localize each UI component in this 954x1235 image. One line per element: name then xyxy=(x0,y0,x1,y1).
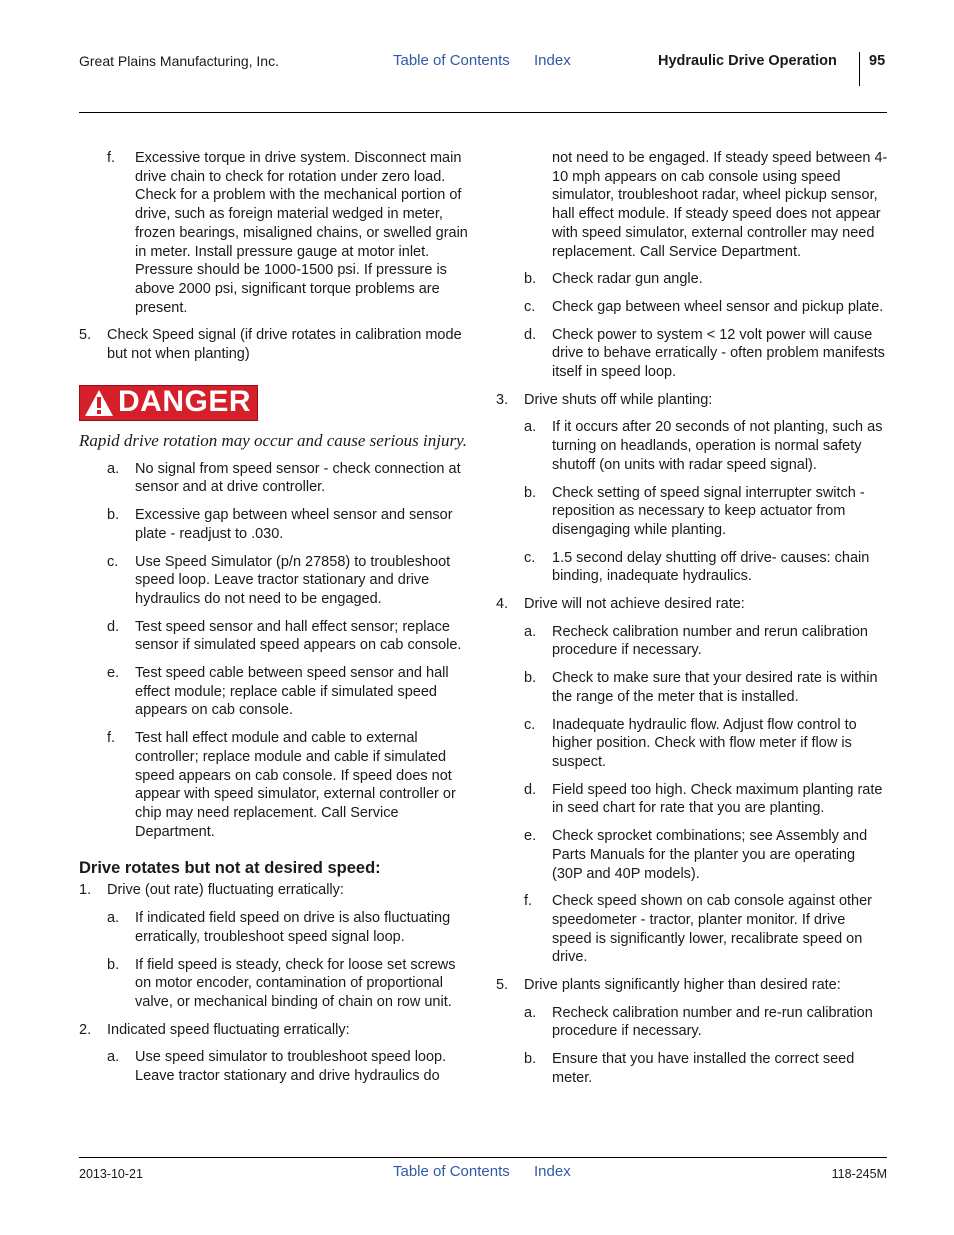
footer-rule xyxy=(79,1157,887,1158)
list-text: Test speed cable between speed sensor and hall effect module; replace cable if simulated speed appears on cab console. xyxy=(135,665,449,719)
list-text: Indicated speed fluctuating erratically: xyxy=(107,1021,350,1038)
list-text: not need to be engaged. If steady speed between 4-10 mph appears on cab console using speed simulator, troubleshoot radar, wheel pickup sensor, hall effect module. If steady speed does not appear with speed simulator, external controller may need replacement. Call Service Department. xyxy=(552,150,888,260)
list-item xyxy=(496,270,888,289)
footer-index-link[interactable]: Index xyxy=(534,1163,571,1180)
list-item xyxy=(79,956,471,1012)
list-item xyxy=(496,418,888,474)
warning-triangle-icon xyxy=(84,389,114,417)
list-marker: 4. xyxy=(496,596,509,613)
header-divider xyxy=(859,52,860,86)
header-toc-link[interactable]: Table of Contents xyxy=(393,52,510,69)
list-text: Drive (out rate) fluctuating erratically: xyxy=(107,882,344,899)
list-text: Check speed shown on cab console against other speedometer - tractor, planter monitor. If drive speed is significantly lower, recalibrate speed on drive. xyxy=(552,893,873,966)
list-item xyxy=(496,623,888,660)
list-item xyxy=(496,484,888,540)
list-marker: b. xyxy=(107,956,120,973)
list-text: Test hall effect module and cable to external controller; replace module and cable if simulated speed appears on cab console. If speed does not appear with speed simulator, external controller or chip may need replacement. Call Service Department. xyxy=(135,730,456,840)
list-text: Check gap between wheel sensor and pickup plate. xyxy=(552,298,884,315)
list-marker: 2. xyxy=(79,1021,92,1038)
list-item xyxy=(496,391,888,410)
list-text: Use Speed Simulator (p/n 27858) to troubleshoot speed loop. Leave tractor stationary and drive hydraulics do not need to be engaged. xyxy=(135,553,451,607)
list-marker: e. xyxy=(107,665,120,682)
list-item xyxy=(496,976,888,995)
list-item xyxy=(79,460,471,497)
header-rule xyxy=(79,112,887,113)
list-marker: 3. xyxy=(496,391,509,408)
list-marker: b. xyxy=(107,507,120,524)
list-item xyxy=(496,549,888,586)
list-marker: a. xyxy=(107,460,120,477)
danger-label xyxy=(79,385,258,421)
list-text: Check to make sure that your desired rate is within the range of the meter that is installed. xyxy=(552,670,878,705)
list-item xyxy=(79,729,471,841)
list-item xyxy=(79,881,471,900)
list-marker: a. xyxy=(107,1049,120,1066)
list-text: Recheck calibration number and rerun calibration procedure if necessary. xyxy=(552,623,868,659)
list-text: Inadequate hydraulic flow. Adjust flow control to higher position. Check with flow meter if flow is suspect. xyxy=(552,716,857,770)
list-text: Drive will not achieve desired rate: xyxy=(524,596,745,613)
list-marker: 1. xyxy=(79,882,92,899)
list-text: 1.5 second delay shutting off drive- causes: chain binding, inadequate hydraulics. xyxy=(552,549,870,585)
right-column xyxy=(496,149,888,1097)
footer-toc-link[interactable]: Table of Contents xyxy=(393,1163,510,1180)
header-section-title: Hydraulic Drive Operation xyxy=(658,53,837,69)
section-subheading: Drive rotates but not at desired speed: xyxy=(79,859,381,878)
page-number: 95 xyxy=(869,53,886,69)
list-marker: 5. xyxy=(79,327,92,344)
list-text: Test speed sensor and hall effect sensor; replace sensor if simulated speed appears on cab console. xyxy=(135,618,462,654)
list-text: Ensure that you have installed the correct seed meter. xyxy=(552,1051,855,1086)
list-item xyxy=(79,553,471,609)
list-text: Drive plants significantly higher than desired rate: xyxy=(524,977,841,994)
list-text: Check radar gun angle. xyxy=(552,271,703,288)
list-text: If field speed is steady, check for loose set screws on motor encoder, contamination of proportional valve, or mechanical binding of chain on row unit. xyxy=(135,956,456,1010)
list-item xyxy=(79,1048,471,1085)
list-text: If indicated field speed on drive is also fluctuating erratically, troubleshoot speed signal loop. xyxy=(135,910,451,945)
list-marker: b. xyxy=(524,1051,537,1068)
list-text: Excessive torque in drive system. Disconnect main drive chain to check for rotation under zero load. Check for a problem with the mechanical portion of drive, such as foreign material wedged in meter, frozen bearings, misaligned chains, or swelled grain in meter. Install pressure gauge at motor inlet. Pressure should be 1000-1500 psi. If pressure is above 2000 psi, significant torque problems are present. xyxy=(135,150,468,316)
list-marker: a. xyxy=(524,419,537,436)
list-marker: d. xyxy=(524,326,537,343)
danger-message: Rapid drive rotation may occur and cause serious injury. xyxy=(79,430,467,450)
list-marker: c. xyxy=(524,549,536,566)
list-marker: 5. xyxy=(496,977,509,994)
list-item-continued xyxy=(496,149,888,261)
list-text: Check power to system < 12 volt power will cause drive to behave erratically - often problem manifests itself in speed loop. xyxy=(552,326,885,381)
header-company: Great Plains Manufacturing, Inc. xyxy=(79,53,279,69)
list-item xyxy=(79,149,471,317)
list-marker: d. xyxy=(107,618,120,635)
list-item xyxy=(79,909,471,946)
list-text: Drive shuts off while planting: xyxy=(524,391,713,408)
list-text: Recheck calibration number and re-run calibration procedure if necessary. xyxy=(552,1004,873,1040)
left-column xyxy=(79,149,471,1095)
list-marker: d. xyxy=(524,781,537,798)
header-index-link[interactable]: Index xyxy=(534,52,571,69)
footer-date: 2013-10-21 xyxy=(79,1167,143,1181)
list-text: Field speed too high. Check maximum planting rate in seed chart for rate that you are planting. xyxy=(552,781,883,817)
list-item xyxy=(496,892,888,967)
list-item xyxy=(496,298,888,317)
list-item xyxy=(496,827,888,883)
list-marker: f. xyxy=(107,150,116,166)
list-item xyxy=(496,326,888,382)
list-item xyxy=(496,1050,888,1087)
list-item xyxy=(79,1021,471,1040)
list-item xyxy=(79,618,471,655)
list-marker: a. xyxy=(524,623,537,640)
list-marker: c. xyxy=(107,553,119,570)
list-item xyxy=(496,669,888,706)
list-marker: f. xyxy=(107,730,116,747)
list-text: Excessive gap between wheel sensor and sensor plate - readjust to .030. xyxy=(135,507,453,542)
list-item xyxy=(79,664,471,720)
list-item xyxy=(496,595,888,614)
list-text: Check setting of speed signal interrupter switch - reposition as necessary to keep actuator from disengaging while planting. xyxy=(552,484,865,538)
list-marker: a. xyxy=(524,1004,537,1021)
danger-label-text: DANGER xyxy=(118,385,252,419)
list-marker: c. xyxy=(524,716,536,733)
list-item xyxy=(496,716,888,772)
list-text: No signal from speed sensor - check connection at sensor and at drive controller. xyxy=(135,460,461,496)
list-text: Check sprocket combinations; see Assembly and Parts Manuals for the planter you are operating (30P and 40P models). xyxy=(552,828,868,882)
list-marker: b. xyxy=(524,271,537,288)
list-text: If it occurs after 20 seconds of not planting, such as turning on headlands, operation is normal safety shutoff (on units with radar speed signal). xyxy=(552,419,883,473)
list-item xyxy=(79,506,471,543)
footer-doc-number: 118-245M xyxy=(831,1167,887,1181)
list-text: Use speed simulator to troubleshoot speed loop. Leave tractor stationary and drive hydraulics do xyxy=(135,1049,447,1085)
list-marker: b. xyxy=(524,670,537,687)
list-item xyxy=(496,1004,888,1041)
list-item xyxy=(496,781,888,818)
list-marker: f. xyxy=(524,893,533,910)
list-marker: b. xyxy=(524,484,537,501)
list-text: Check Speed signal (if drive rotates in calibration mode but not when planting) xyxy=(107,327,462,363)
list-marker: e. xyxy=(524,828,537,845)
list-marker: a. xyxy=(107,910,120,927)
list-item xyxy=(79,326,471,363)
list-marker: c. xyxy=(524,298,536,315)
